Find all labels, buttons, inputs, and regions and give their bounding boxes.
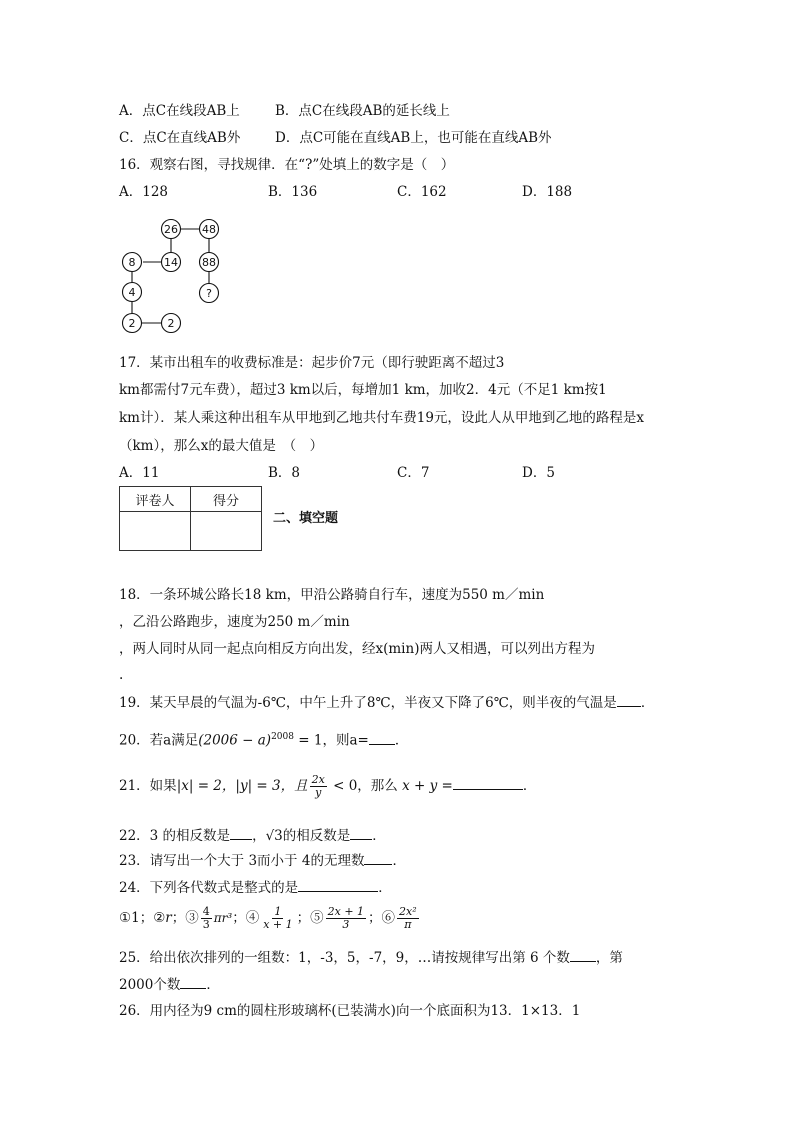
score-table-score-header: 得分 <box>191 487 262 512</box>
q24-f4d: x + 1 <box>263 918 293 931</box>
q24-pir3: πr³ <box>213 911 233 925</box>
q26: 26．用内径为9 cm的圆柱形玻璃杯(已装满水)向一个底面积为13．1×13．1 <box>119 1003 581 1019</box>
node-48: 48 <box>202 223 216 236</box>
q24-item6-frac <box>397 906 419 931</box>
q18-line1: 18．一条环城公路长18 km，甲沿公路骑自行车，速度为550 m／min <box>119 587 545 603</box>
q24-sep6: ；⑥ <box>368 910 396 926</box>
q23-answer-blank[interactable] <box>364 850 392 865</box>
q21-answer-blank[interactable] <box>453 775 523 790</box>
q18-line4: . <box>119 667 124 683</box>
q25-blank-2[interactable] <box>180 974 206 989</box>
q22 <box>119 825 386 846</box>
q25-blank-1[interactable] <box>570 947 596 962</box>
q25-line2 <box>119 974 220 995</box>
q21-x-abs: |x| = 2， <box>176 778 236 794</box>
q17-line3: km计）．某人乘这种出租车从甲地到乙地共付车费19元，设此人从甲地到乙地的路程是x <box>119 410 645 426</box>
node-question: ? <box>206 287 212 300</box>
q25-end: ． <box>206 977 220 993</box>
q20-eq: = 1，则a= <box>293 732 369 749</box>
node-2-right: 2 <box>167 317 175 330</box>
q24-item4-frac <box>261 906 294 931</box>
q24-f3d: 3 <box>202 918 210 931</box>
q17-line2: km都需付7元车费），超过3 km以后，每增加1 km，加收2．4元（不足1 km按1 <box>119 382 607 398</box>
q24-answer-blank[interactable] <box>298 877 378 892</box>
q20-pre: 20．若a满足 <box>119 732 199 749</box>
node-26: 26 <box>164 223 178 236</box>
q19-end: ． <box>640 695 655 711</box>
q16-option-d: D．188 <box>522 184 573 200</box>
q25-line1 <box>119 947 623 968</box>
q22-pre: 22．3 的相反数是 <box>119 828 231 844</box>
q24-item2: r <box>165 910 172 926</box>
q24-sep5: ；⑤ <box>296 910 324 926</box>
q24-f4n: 1 <box>274 905 282 918</box>
q20 <box>119 727 408 751</box>
q21-fraction <box>310 774 327 799</box>
q24-item1: ①1；② <box>119 910 166 926</box>
q23 <box>119 850 406 871</box>
q15-option-d: D．点C可能在直线AB上，也可能在直线AB外 <box>275 130 552 146</box>
q22-blank-1[interactable] <box>230 825 252 840</box>
q22-mid2: 的相反数是 <box>282 828 351 844</box>
q21-frac-num: 2x <box>311 773 325 786</box>
q17-option-c: C．7 <box>397 465 430 481</box>
q24-f5n: 2x + 1 <box>327 905 365 918</box>
q16-option-a: A．128 <box>119 184 169 200</box>
q17-option-b: B．8 <box>268 465 301 481</box>
node-88: 88 <box>202 256 216 269</box>
q24-item3-frac <box>201 906 212 931</box>
q18-line2: ，乙沿公路跑步，速度为250 m／min <box>119 614 350 630</box>
section-title: 二、填空题 <box>273 511 339 526</box>
q16-number-diagram <box>112 212 232 336</box>
q15-option-a: A．点C在线段AB上 <box>119 103 240 119</box>
q19 <box>119 692 654 713</box>
q17-option-d: D．5 <box>522 465 555 481</box>
q18-line3: ，两人同时从同一起点向相反方向出发，经x(min)两人又相遇，可以列出方程为 <box>119 641 595 657</box>
q24-item5-frac <box>326 906 366 931</box>
q16-stem: 16．观察右图，寻找规律．在“?”处填上的数字是（ ） <box>119 157 455 173</box>
q24-f5d: 3 <box>342 918 350 931</box>
q16-option-c: C．162 <box>397 184 447 200</box>
q22-end: ． <box>372 828 386 844</box>
q25-mid: ，第 <box>595 950 623 966</box>
q21-end: ． <box>522 778 537 794</box>
q23-text: 23．请写出一个大于 3而小于 4的无理数 <box>119 853 365 869</box>
q20-end: ． <box>394 732 409 749</box>
score-table <box>119 486 262 551</box>
score-table-score-cell <box>191 512 262 551</box>
q21-lt: < 0，那么 <box>328 778 398 794</box>
q21 <box>119 772 536 800</box>
q15-option-b: B．点C在线段AB的延长线上 <box>275 103 450 119</box>
q24-items <box>119 903 421 933</box>
score-table-reviewer-header: 评卷人 <box>120 487 191 512</box>
node-4: 4 <box>128 286 136 299</box>
q20-exponent: 2008 <box>271 732 294 742</box>
q17-line4: （km），那么x的最大值是 （ ） <box>119 438 324 454</box>
q24-f3n: 4 <box>202 905 210 918</box>
q23-end: ． <box>392 853 406 869</box>
q21-sum: x + y = <box>397 778 453 794</box>
q21-y-abs: |y| = 3，且 <box>235 778 308 794</box>
q24-sep3: ；③ <box>171 910 199 926</box>
q24-sep4: ；④ <box>232 910 260 926</box>
q24-f6d: π <box>404 918 412 931</box>
q15-option-c: C．点C在直线AB外 <box>119 130 241 146</box>
q24-end: ． <box>378 880 392 896</box>
q20-answer-blank[interactable] <box>369 730 395 745</box>
q16-option-b: B．136 <box>268 184 318 200</box>
q19-text: 19．某天早晨的气温为-6℃，中午上升了8℃，半夜又下降了6℃，则半夜的气温是 <box>119 695 617 711</box>
q22-blank-2[interactable] <box>350 825 372 840</box>
q17-option-a: A．11 <box>119 465 160 481</box>
node-14: 14 <box>164 256 178 269</box>
q19-answer-blank[interactable] <box>617 692 641 707</box>
q22-mid: ， <box>252 828 266 844</box>
q25-text2: 2000个数 <box>119 977 181 993</box>
q17-line1: 17．某市出租车的收费标准是：起步价7元（即行驶距离不超过3 <box>119 355 505 371</box>
node-2-left: 2 <box>128 317 136 330</box>
q24 <box>119 877 392 898</box>
q21-frac-den: y <box>315 786 322 799</box>
q20-expr: (2006 − a) <box>198 732 272 749</box>
score-table-reviewer-cell <box>120 512 191 551</box>
q21-pre: 21．如果 <box>119 778 177 794</box>
q22-sqrt: √3 <box>265 828 283 844</box>
q24-text: 24．下列各代数式是整式的是 <box>119 880 299 896</box>
q24-f6n: 2x² <box>399 905 417 918</box>
node-8: 8 <box>128 256 136 269</box>
q25-text: 25．给出依次排列的一组数：1，-3，5，-7，9，…请按规律写出第 6 个数 <box>119 950 570 966</box>
